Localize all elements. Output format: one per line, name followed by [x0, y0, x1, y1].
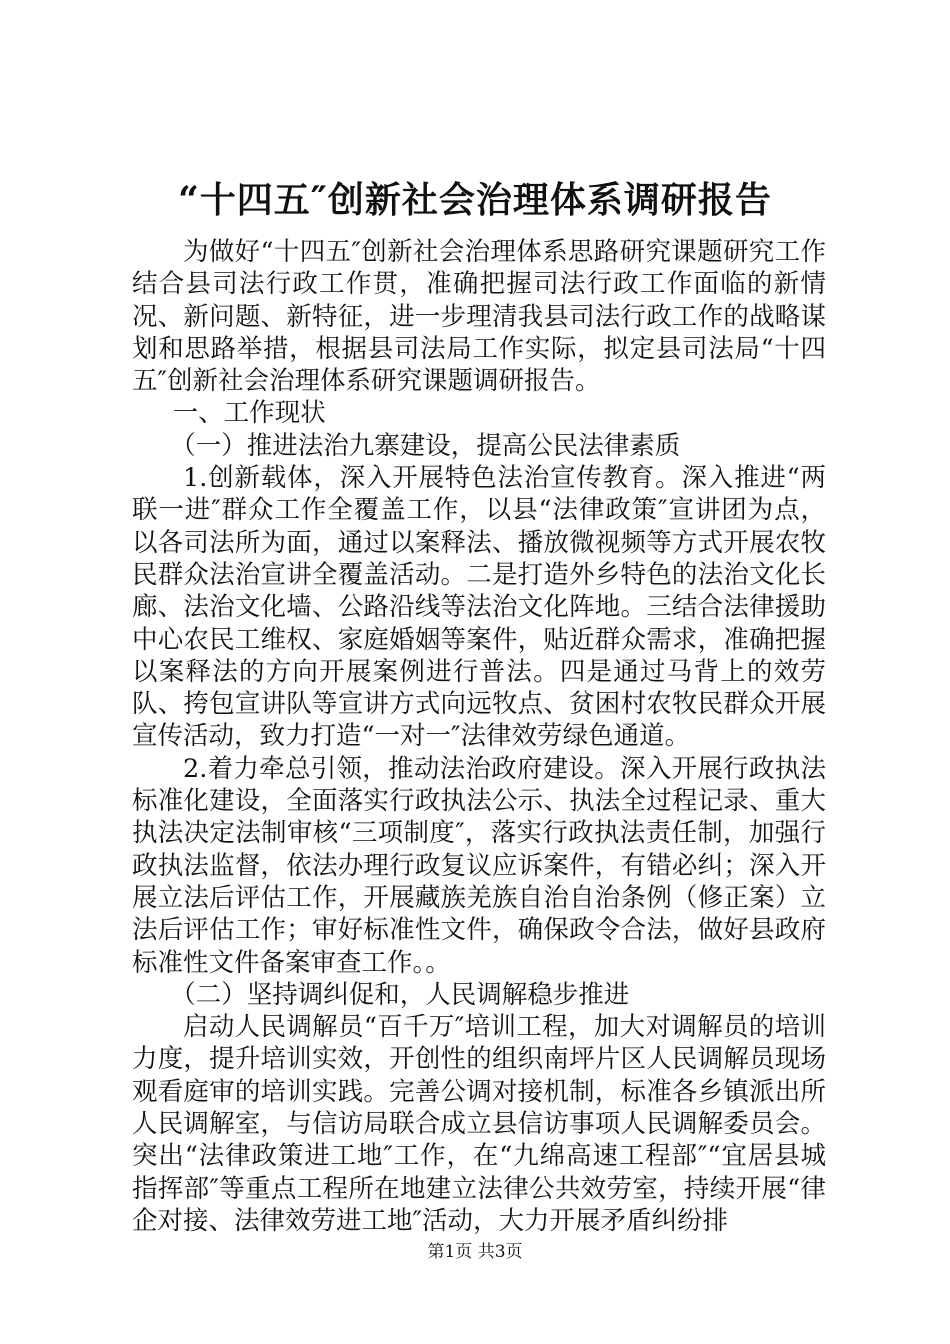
page-number-footer: 第1页 共3页 [427, 1242, 523, 1262]
paragraph-intro: 为做好“十四五″创新社会治理体系思路研究课题研究工作结合县司法行政工作贯，准确把握司法行政工作面临的新情况、新问题、新特征，进一步理清我县司法行政工作的战略谋划和思路举措，根据县司法局工作实际，拟定县司法局“十四五″创新社会治理体系研究课题调研报告。 [132, 237, 826, 397]
subsection-heading-mediation: （二）坚持调纠促和，人民调解稳步推进 [170, 979, 630, 1010]
paragraph-item-3: 启动人民调解员“百千万″培训工程，加大对调解员的培训力度，提升培训实效，开创性的组织南坪片区人民调解员现场观看庭审的培训实践。完善公调对接机制，标准各乡镇派出所人民调解室，与信访局联合成立县信访事项人民调解委员会。突出“法律政策进工地″工作，在“九绵高速工程部″“宜居县城指挥部″等重点工程所在地建立法律公共效劳室，持续开展“律企对接、法律效劳进工地″活动，大力开展矛盾纠纷排 [132, 1012, 826, 1236]
subsection-heading-rule-of-law: （一）推进法治九寨建设，提高公民法律素质 [170, 430, 681, 461]
paragraph-item-1: 1.创新载体，深入开展特色法治宣传教育。深入推进“两联一进″群众工作全覆盖工作，以县“法律政策″宣讲团为点，以各司法所为面，通过以案释法、播放微视频等方式开展农牧民群众法治宣讲全覆盖活动。二是打造外乡特色的法治文化长廊、法治文化墙、公路沿线等法治文化阵地。三结合法律援助中心农民工维权、家庭婚姻等案件，贴近群众需求，准确把握以案释法的方向开展案例进行普法。四是通过马背上的效劳队、挎包宣讲队等宣讲方式向远牧点、贫困村农牧民群众开展宣传活动，致力打造“一对一″法律效劳绿色通道。 [132, 463, 826, 752]
document-body [132, 236, 826, 1237]
document-title: “十四五″创新社会治理体系调研报告 [178, 179, 772, 221]
paragraph-item-2: 2.着力牵总引领，推动法治政府建设。深入开展行政执法标准化建设，全面落实行政执法公示、执法全过程记录、重大执法决定法制审核“三项制度″，落实行政执法责任制，加强行政执法监督，依法办理行政复议应诉案件，有错必纠；深入开展立法后评估工作，开展藏族羌族自治自治条例（修正案）立法后评估工作；审好标准性文件，确保政令合法，做好县政府标准性文件备案审查工作。。 [132, 753, 826, 978]
section-heading-work-status: 一、工作现状 [172, 398, 326, 429]
